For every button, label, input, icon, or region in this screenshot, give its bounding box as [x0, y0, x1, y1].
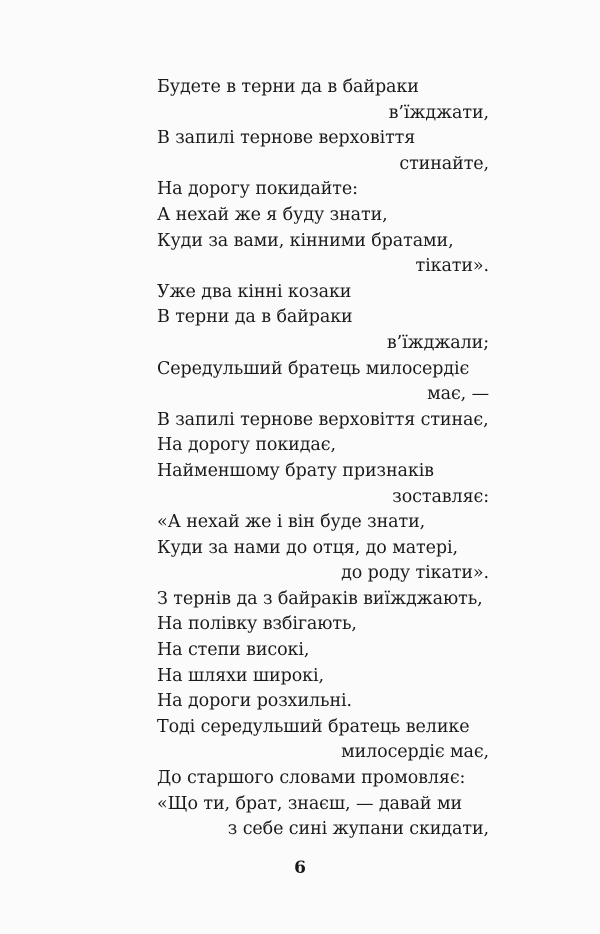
poem-line: А нехай же я буду знати,	[157, 204, 388, 225]
poem-line: Найменшому брату признаків	[157, 460, 434, 481]
poem-line: Будете в терни да в байраки	[157, 77, 419, 97]
poem-line-continuation: стинайте,	[399, 153, 489, 174]
poem-line: На степи високі,	[157, 640, 310, 661]
poem-line: З тернів да з байраків виїжджають,	[157, 588, 483, 609]
poem-line-continuation: з себе сині жупани скидати,	[227, 819, 489, 840]
poem-line: Уже два кінні козаки	[157, 281, 352, 302]
poem-line: На дорогу покидайте:	[157, 179, 358, 200]
poem-line-continuation: в’їжджати,	[388, 102, 489, 123]
poem-line-continuation: тікати».	[415, 256, 489, 277]
poem-line-continuation: в’їжджали;	[386, 332, 489, 353]
poem-line: «Що ти, брат, знаєш, — давай ми	[157, 793, 463, 814]
poem-line: На дороги розхильні.	[157, 691, 352, 712]
poem-line: В запилі тернове верховіття	[157, 128, 416, 149]
poem-text	[157, 75, 489, 843]
poem-line: Куди за вами, кінними братами,	[157, 230, 454, 251]
poem-line-continuation: до роду тікати».	[341, 563, 489, 584]
poem-line-continuation: зоставляє:	[392, 486, 489, 507]
poem-line: В запилі тернове верховіття стинає,	[157, 409, 489, 430]
poem-line-continuation: має, —	[427, 384, 489, 405]
poem-line: Куди за нами до отця, до матері,	[157, 537, 458, 558]
poem-line-continuation: милосердіє має,	[341, 742, 489, 763]
poem-line: На шляхи широкі,	[157, 665, 324, 686]
poem-line: До старшого словами промовляє:	[157, 768, 466, 789]
poem-line: Тоді середульший братець велике	[157, 716, 470, 737]
page-number: 6	[294, 858, 306, 878]
poem-line: В терни да в байраки	[157, 307, 353, 328]
poem-line: «А нехай же і він буде знати,	[157, 512, 426, 533]
poem-line: На дорогу покидає,	[157, 435, 336, 456]
poem-line: На полівку взбігають,	[157, 614, 357, 635]
poem-line: Середульший братець милосердіє	[157, 358, 470, 379]
